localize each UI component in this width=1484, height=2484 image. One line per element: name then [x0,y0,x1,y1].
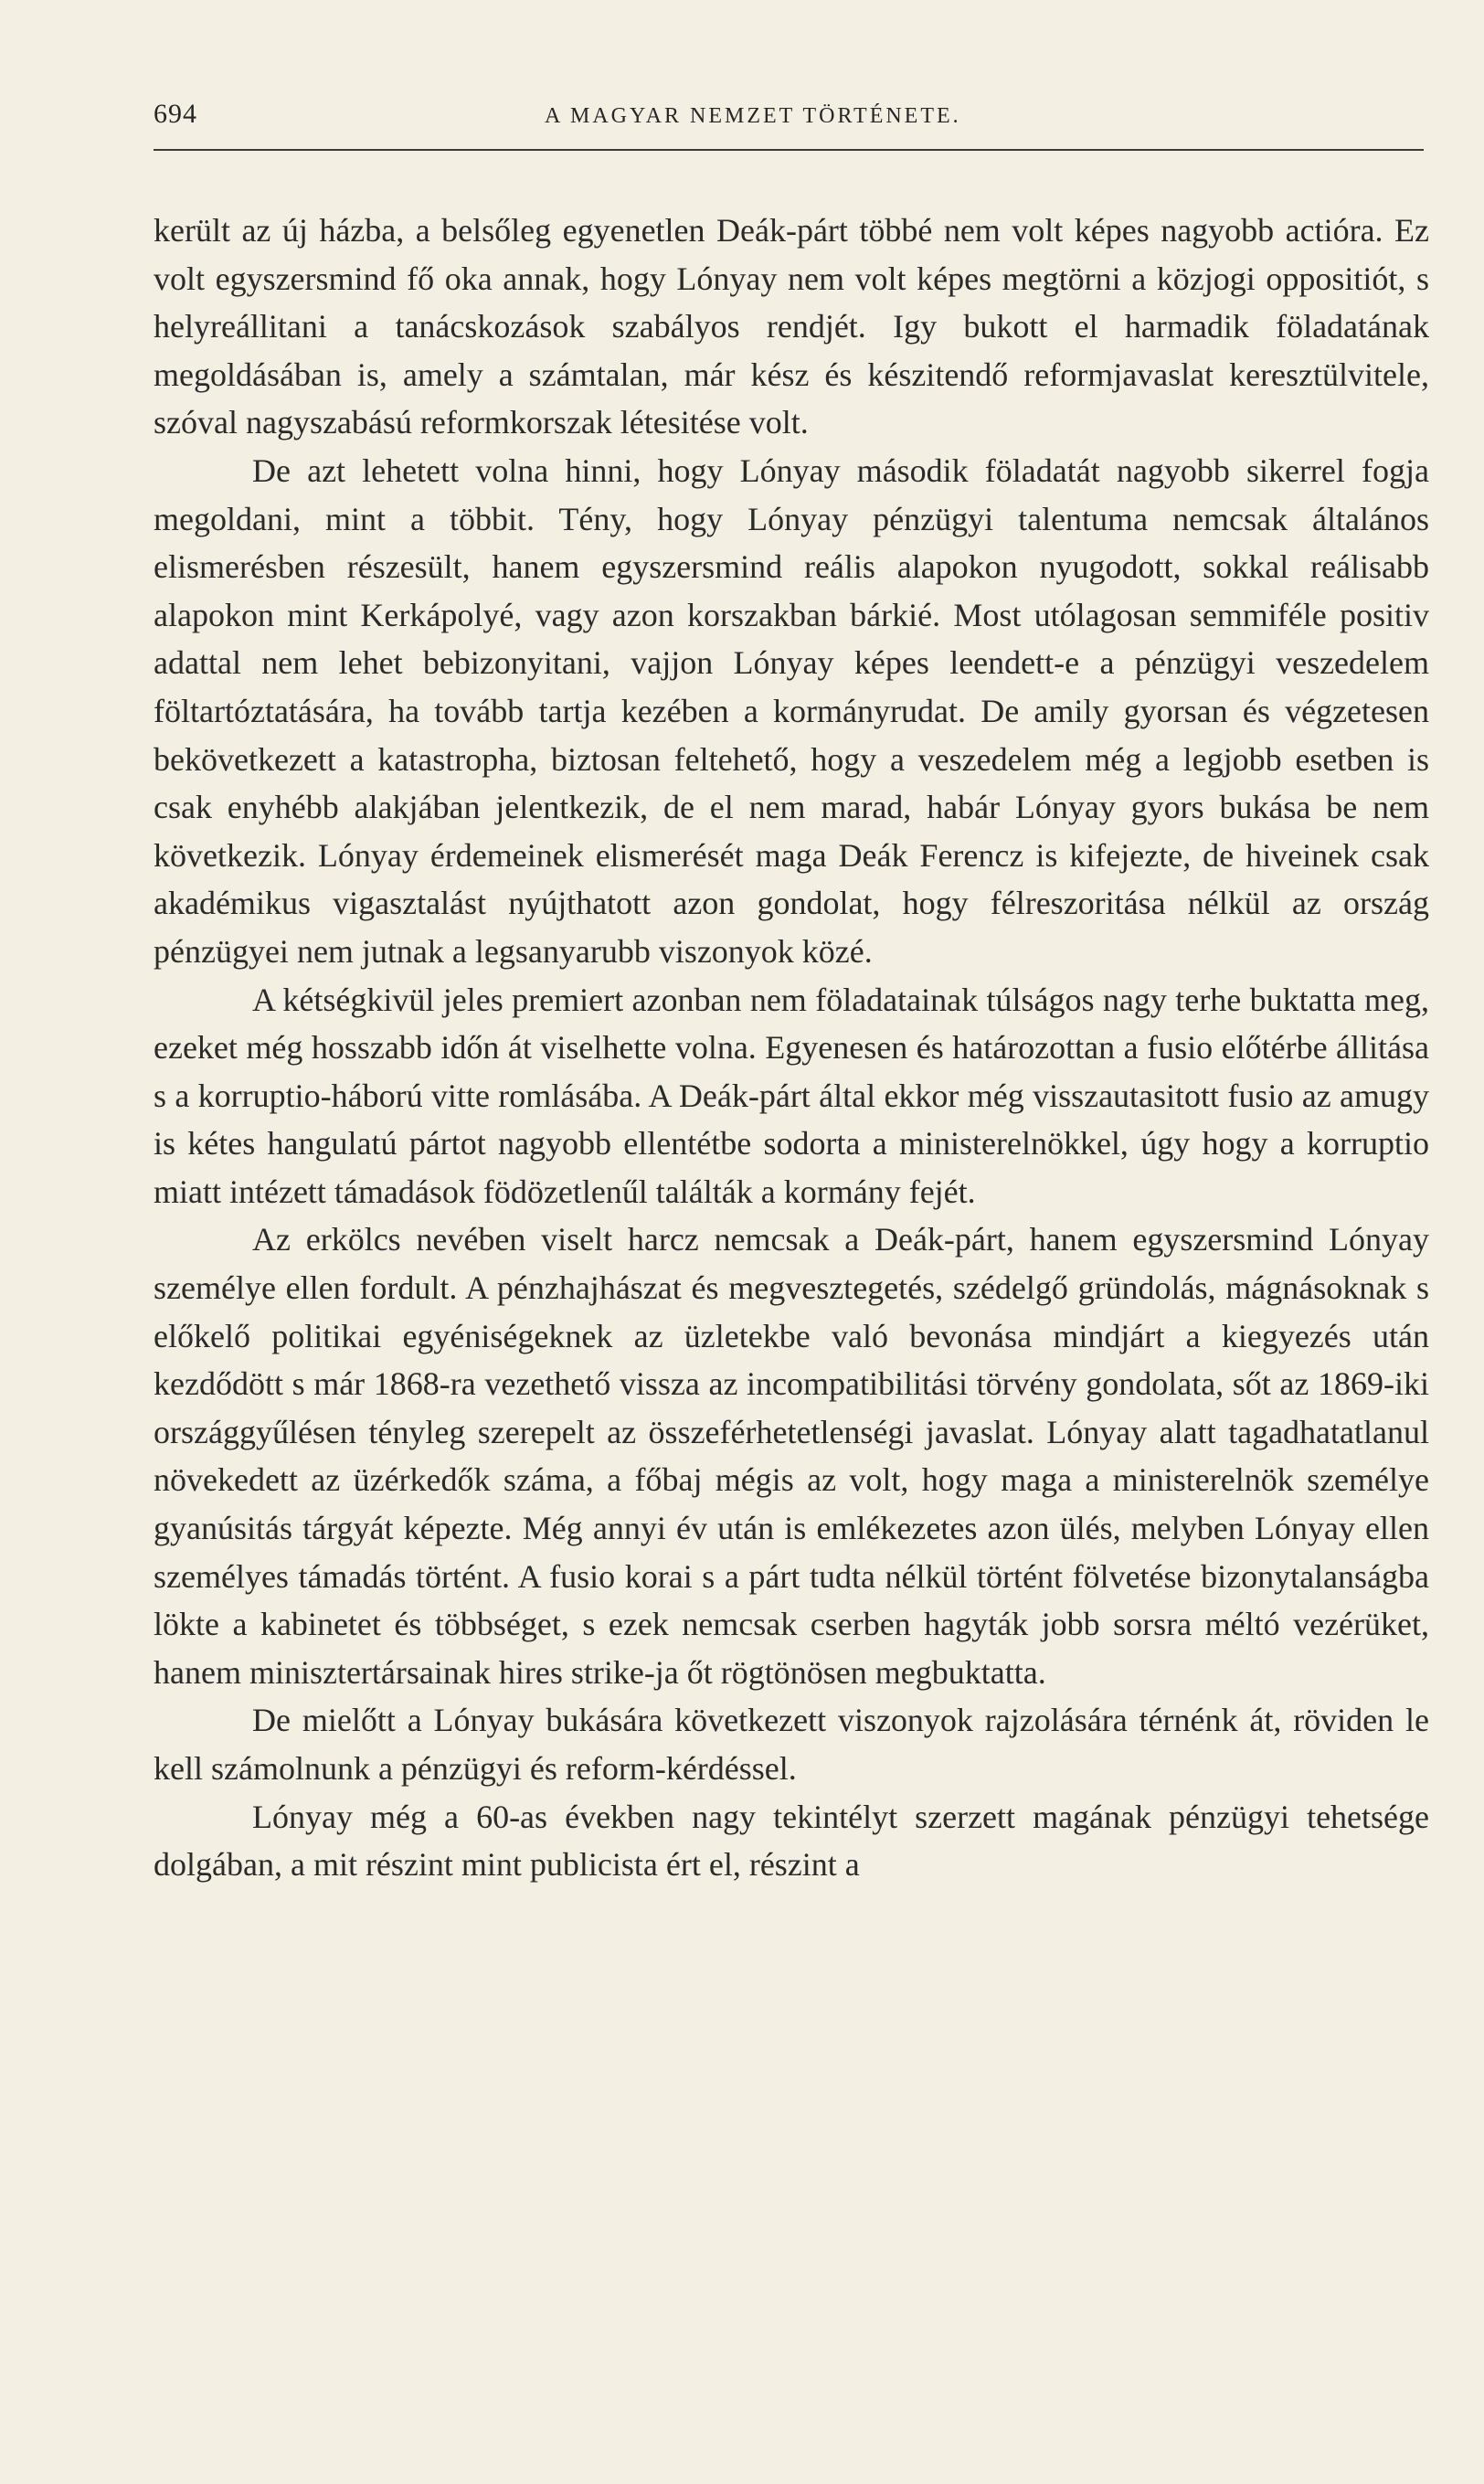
paragraph: De azt lehetett volna hinni, hogy Lónyay második föladatát nagyobb sikerrel fogja megoldani, mint a többit. Tény, hogy Lónyay pénzügyi talentuma nemcsak általános elismerésben részesült, hanem egyszersmind reális alapokon nyugodott, sokkal reálisabb alapokon mint Kerkápolyé, vagy azon korszakban bárkié. Most utólagosan semmiféle positiv adattal nem lehet bebizonyitani, vajjon Lónyay képes leendett-e a pénzügyi veszedelem föltartóztatására, ha tovább tartja kezében a kormányrudat. De amily gyorsan és végzetesen bekövetkezett a katastropha, biztosan feltehető, hogy a veszedelem még a legjobb esetben is csak enyhébb alakjában jelentkezik, de el nem marad, habár Lónyay gyors bukása be nem következik. Lónyay érdemeinek elismerését maga Deák Ferencz is kifejezte, de hiveinek csak akadémikus vigasztalást nyújthatott azon gondolat, hogy félreszoritása nélkül az ország pénzügyei nem jutnak a legsanyarubb viszonyok közé. [154,451,1429,970]
body-text [154,207,1429,1889]
paragraph: Az erkölcs nevében viselt harcz nemcsak a Deák-párt, hanem egyszersmind Lónyay személye ellen fordult. A pénzhajhászat és megvesztegetés, szédelgő gründolás, mágnásoknak s előkelő politikai egyéniségeknek az üzletekbe való bevonása mindjárt a kiegyezés után kezdődött s már 1868-ra vezethető vissza az incompatibilitási törvény gondolata, sőt az 1869-iki országgyűlésen tényleg szerepelt az összeférhetetlenségi javaslat. Lónyay alatt tagadhatatlanul növekedett az üzérkedők száma, a főbaj mégis az volt, hogy maga a ministerelnök személye gyanúsitás tárgyát képezte. Még annyi év után is emlékezetes azon ülés, melyben Lónyay ellen személyes támadás történt. A fusio korai s a párt tudta nélkül történt fölvetése bizonytalanságba lökte a kabinetet és többséget, s ezek nemcsak cserben hagyták jobb sorsra méltó vezérüket, hanem minisztertársainak hires strike-ja őt rögtönösen megbuktatta. [154,1221,1429,1691]
paragraph: De mielőtt a Lónyay bukására következett viszonyok rajzolására térnénk át, röviden le kell számolnunk a pénzügyi és reform-kérdéssel. [154,1702,1429,1787]
paragraph: A kétségkivül jeles premiert azonban nem föladatainak túlságos nagy terhe buktatta meg, ezeket még hosszabb időn át viselhette volna. Egyenesen és határozottan a fusio előtérbe állitása s a korruptio-háború vitte romlásába. A Deák-párt által ekkor még visszautasitott fusio az amugy is kétes hangulatú pártot nagyobb ellentétbe sodorta a ministerelnökkel, úgy hogy a korruptio miatt intézett támadások födözetlenűl találták a kormány fejét. [154,981,1429,1210]
paragraph: került az új házba, a belsőleg egyenetlen Deák-párt többé nem volt képes nagyobb actióra. Ez volt egyszersmind fő oka annak, hogy Lónyay nem volt képes megtörni a közjogi oppositiót, s helyreállitani a tanácskozások szabályos rendjét. Igy bukott el harmadik föladatának megoldásában is, amely a számtalan, már kész és készitendő reformjavaslat keresztülvitele, szóval nagyszabású reformkorszak létesitése volt. [154,212,1429,441]
page-number: 694 [154,99,197,129]
running-title: A MAGYAR NEMZET TÖRTÉNETE. [545,104,961,128]
page-header [154,99,1433,146]
header-rule [154,149,1424,151]
paragraph: Lónyay még a 60-as években nagy tekintélyt szerzett magának pénzügyi tehetsége dolgában, a mit részint mint publicista ért el, részint a [154,1798,1429,1884]
